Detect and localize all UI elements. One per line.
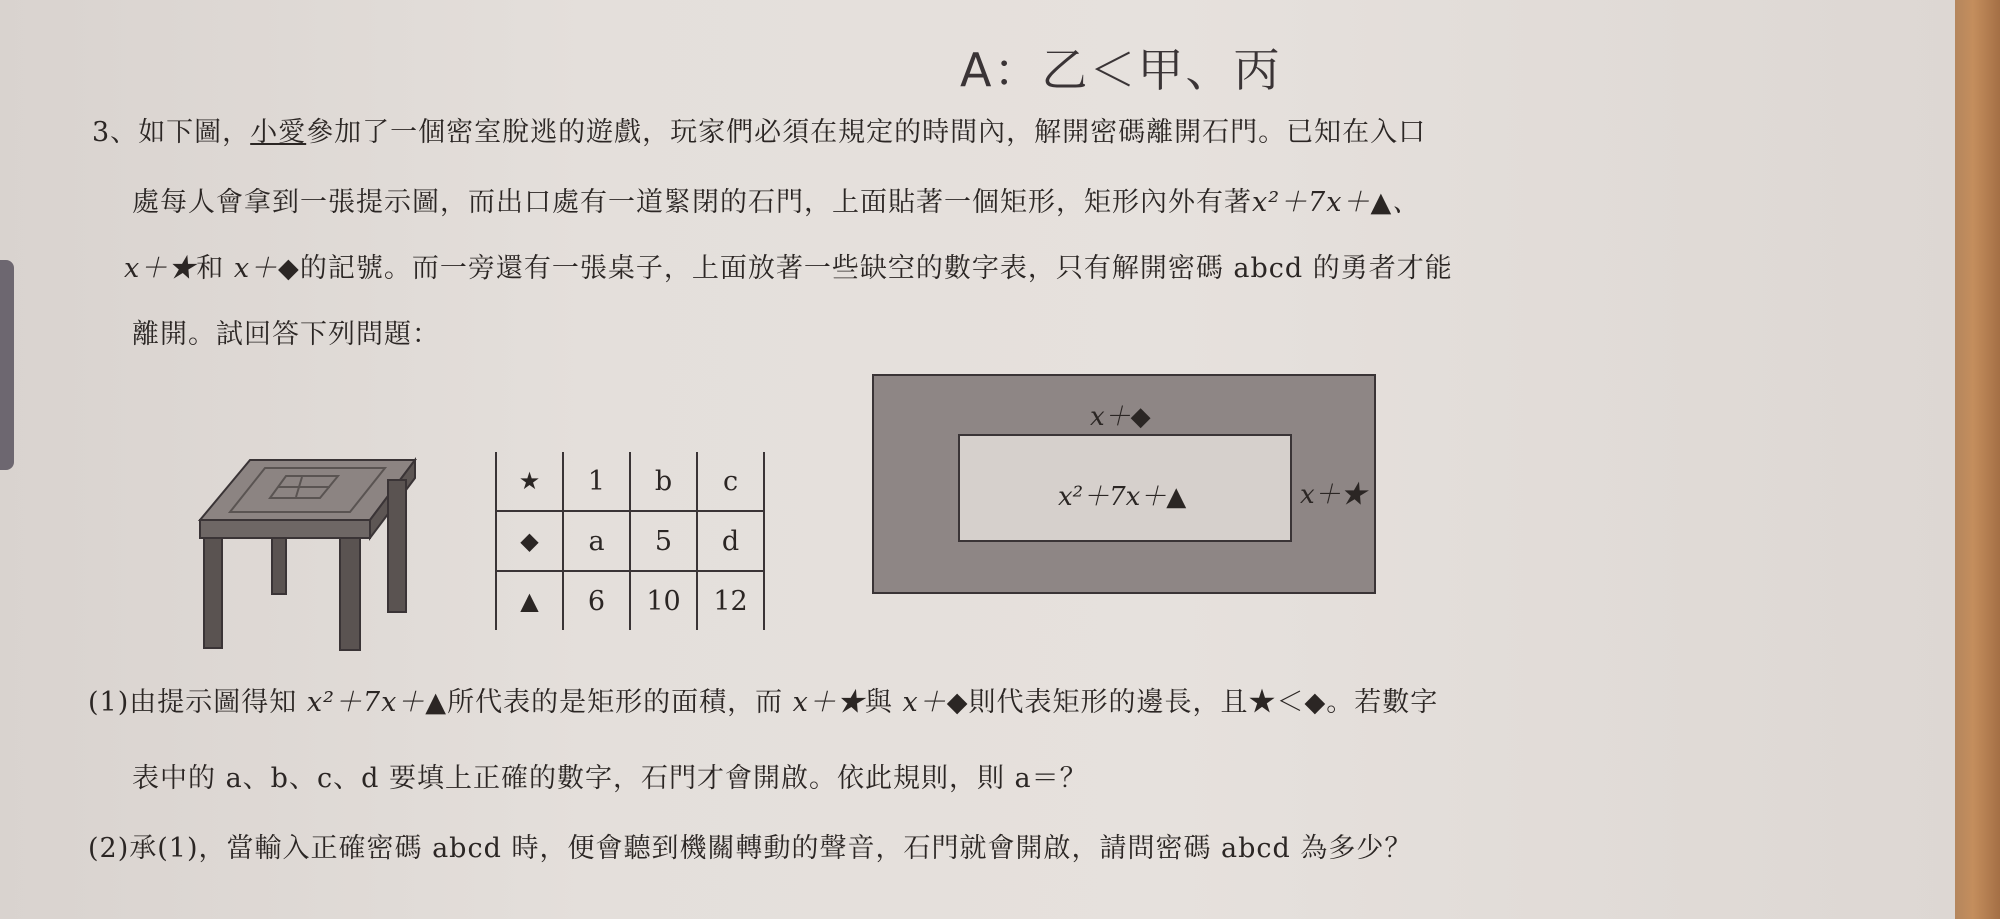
table-row xyxy=(496,511,764,571)
question-2: (2)承(1)，當輸入正確密碼 abcd 時，便會聽到機關轉動的聲音，石門就會開啟，請問密碼 abcd 為多少？ xyxy=(88,833,1413,864)
table-cell: b xyxy=(630,452,697,511)
problem-line-2: 處每人會拿到一張提示圖，而出口處有一道緊閉的石門，上面貼著一個矩形，矩形內外有著x²＋7x＋▲、 xyxy=(132,187,1421,218)
problem-line-4: 離開。試回答下列問題： xyxy=(132,319,440,350)
right-side-label: x＋★ xyxy=(1300,480,1367,510)
table-cell: a xyxy=(563,511,630,571)
star-cell: ★ xyxy=(496,452,563,511)
table-cell: 10 xyxy=(630,571,697,630)
question-1-line-2: 表中的 a、b、c、d 要填上正確的數字，石門才會開啟。依此規則，則 a＝？ xyxy=(132,763,1088,794)
table-illustration xyxy=(190,450,430,660)
table-cell: 6 xyxy=(563,571,630,630)
problem-line-1: 3、如下圖，小愛參加了一個密室脫逃的遊戲，玩家們必須在規定的時間內，解開密碼離開石門。已知在入口 xyxy=(92,117,1427,148)
problem-number: 3、 xyxy=(92,117,139,148)
triangle-cell: ▲ xyxy=(496,571,563,630)
question-1-line-1: (1)由提示圖得知 x²＋7x＋▲所代表的是矩形的面積，而 x＋★與 x＋◆則代表矩形的邊長，且★＜◆。若數字 xyxy=(88,687,1439,718)
table-row xyxy=(496,571,764,630)
wooden-desk-edge xyxy=(1955,0,2000,919)
table-cell: 5 xyxy=(630,511,697,571)
area-expression: x²＋7x＋▲、 xyxy=(1252,187,1421,218)
top-side-label: x＋◆ xyxy=(1090,402,1151,432)
table-row xyxy=(496,452,764,511)
problem-line-3: x＋★和 x＋◆的記號。而一旁還有一張桌子，上面放著一些缺空的數字表，只有解開密碼 abcd 的勇者才能 xyxy=(124,253,1453,284)
student-name: 小愛 xyxy=(250,117,307,148)
table-cell: 12 xyxy=(697,571,764,630)
table-cell: c xyxy=(697,452,764,511)
left-edge-object xyxy=(0,260,14,470)
diamond-cell: ◆ xyxy=(496,511,563,571)
table-cell: d xyxy=(697,511,764,571)
table-cell: 1 xyxy=(563,452,630,511)
number-table xyxy=(495,452,765,630)
area-label: x²＋7x＋▲ xyxy=(1058,482,1187,512)
handwritten-answer: A：乙＜甲、丙 xyxy=(960,43,1282,97)
